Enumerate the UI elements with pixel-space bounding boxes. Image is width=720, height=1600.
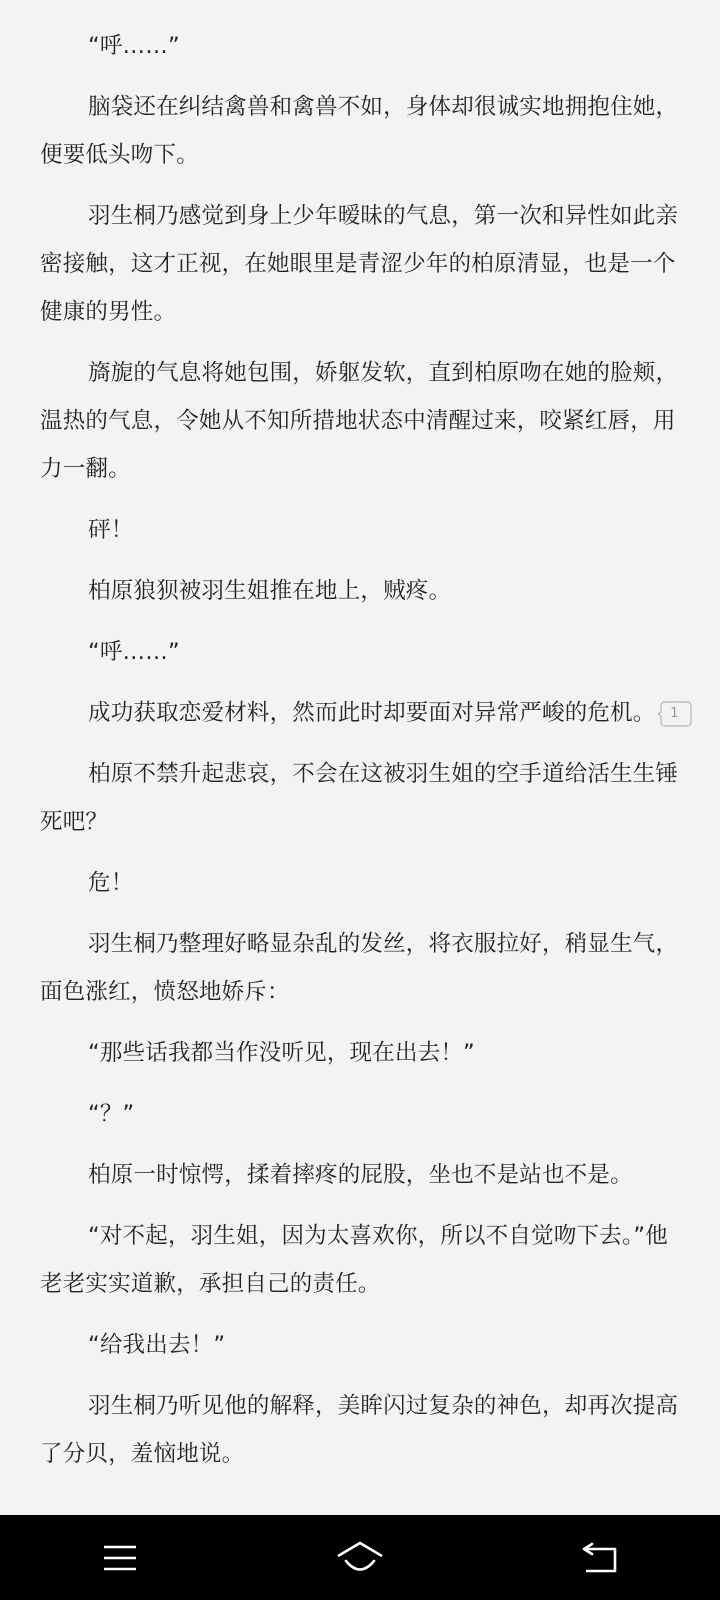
paragraph: [40, 22, 682, 70]
paragraph: [40, 83, 682, 179]
paragraph-text: 羽生桐乃整理好略显杂乱的发丝，将衣服拉好，稍显生气，面色涨红，愤怒地娇斥：: [40, 931, 679, 1005]
paragraph: [40, 506, 682, 554]
paragraph: [40, 1212, 682, 1308]
paragraph: [40, 1382, 682, 1478]
paragraph-text: 砰！: [88, 517, 134, 543]
paragraph: [40, 750, 682, 846]
system-navigation-bar: [0, 1515, 720, 1600]
paragraph: [40, 689, 682, 737]
paragraph: [40, 567, 682, 615]
paragraph-text: “那些话我都当作没听见，现在出去！”: [88, 1040, 475, 1066]
comment-count: 1: [670, 705, 679, 721]
paragraph-text: 旖旎的气息将她包围，娇躯发软，直到柏原吻在她的脸颊，温热的气息，令她从不知所措地状态中清醒过来，咬紧红唇，用力一翻。: [40, 360, 679, 482]
paragraph: [40, 349, 682, 493]
paragraph-text: 危！: [88, 870, 134, 896]
home-icon: [335, 1540, 385, 1576]
paragraph-text: 脑袋还在纠结禽兽和禽兽不如，身体却很诚实地拥抱住她，便要低头吻下。: [40, 94, 679, 168]
paragraph-text: 成功获取恋爱材料，然而此时却要面对异常严峻的危机。: [88, 700, 656, 726]
menu-nav-button[interactable]: [60, 1515, 180, 1600]
paragraph-text: 柏原一时惊愕，揉着摔疼的屁股，坐也不是站也不是。: [88, 1162, 633, 1188]
paragraph-comment-bubble[interactable]: [658, 701, 692, 727]
paragraph-text: “呼……”: [88, 33, 180, 59]
paragraph-text: “给我出去！”: [88, 1332, 226, 1358]
paragraph-text: 柏原不禁升起悲哀，不会在这被羽生姐的空手道给活生生锤死吧？: [40, 761, 679, 835]
paragraph: [40, 1151, 682, 1199]
paragraph: [40, 1321, 682, 1369]
paragraph-text: “呼……”: [88, 639, 180, 665]
back-icon: [580, 1541, 620, 1575]
paragraph: [40, 920, 682, 1016]
paragraph-text: 羽生桐乃感觉到身上少年暧昧的气息，第一次和异性如此亲密接触，这才正视，在她眼里是青涩少年的柏原清显，也是一个健康的男性。: [40, 203, 679, 325]
paragraph: [40, 1090, 682, 1138]
paragraph: [40, 1029, 682, 1077]
paragraph: [40, 192, 682, 336]
paragraph-text: 羽生桐乃听见他的解释，美眸闪过复杂的神色，却再次提高了分贝，羞恼地说。: [40, 1393, 679, 1467]
back-nav-button[interactable]: [540, 1515, 660, 1600]
paragraph: [40, 859, 682, 907]
chapter-text: [40, 22, 682, 1491]
paragraph: [40, 628, 682, 676]
paragraph-text: “？”: [88, 1101, 135, 1127]
paragraph-text: “对不起，羽生姐，因为太喜欢你，所以不自觉吻下去。”他老老实实道歉，承担自己的责任。: [40, 1223, 668, 1297]
home-nav-button[interactable]: [300, 1515, 420, 1600]
menu-icon: [102, 1543, 138, 1573]
paragraph-text: 柏原狼狈被羽生姐推在地上，贼疼。: [88, 578, 452, 604]
